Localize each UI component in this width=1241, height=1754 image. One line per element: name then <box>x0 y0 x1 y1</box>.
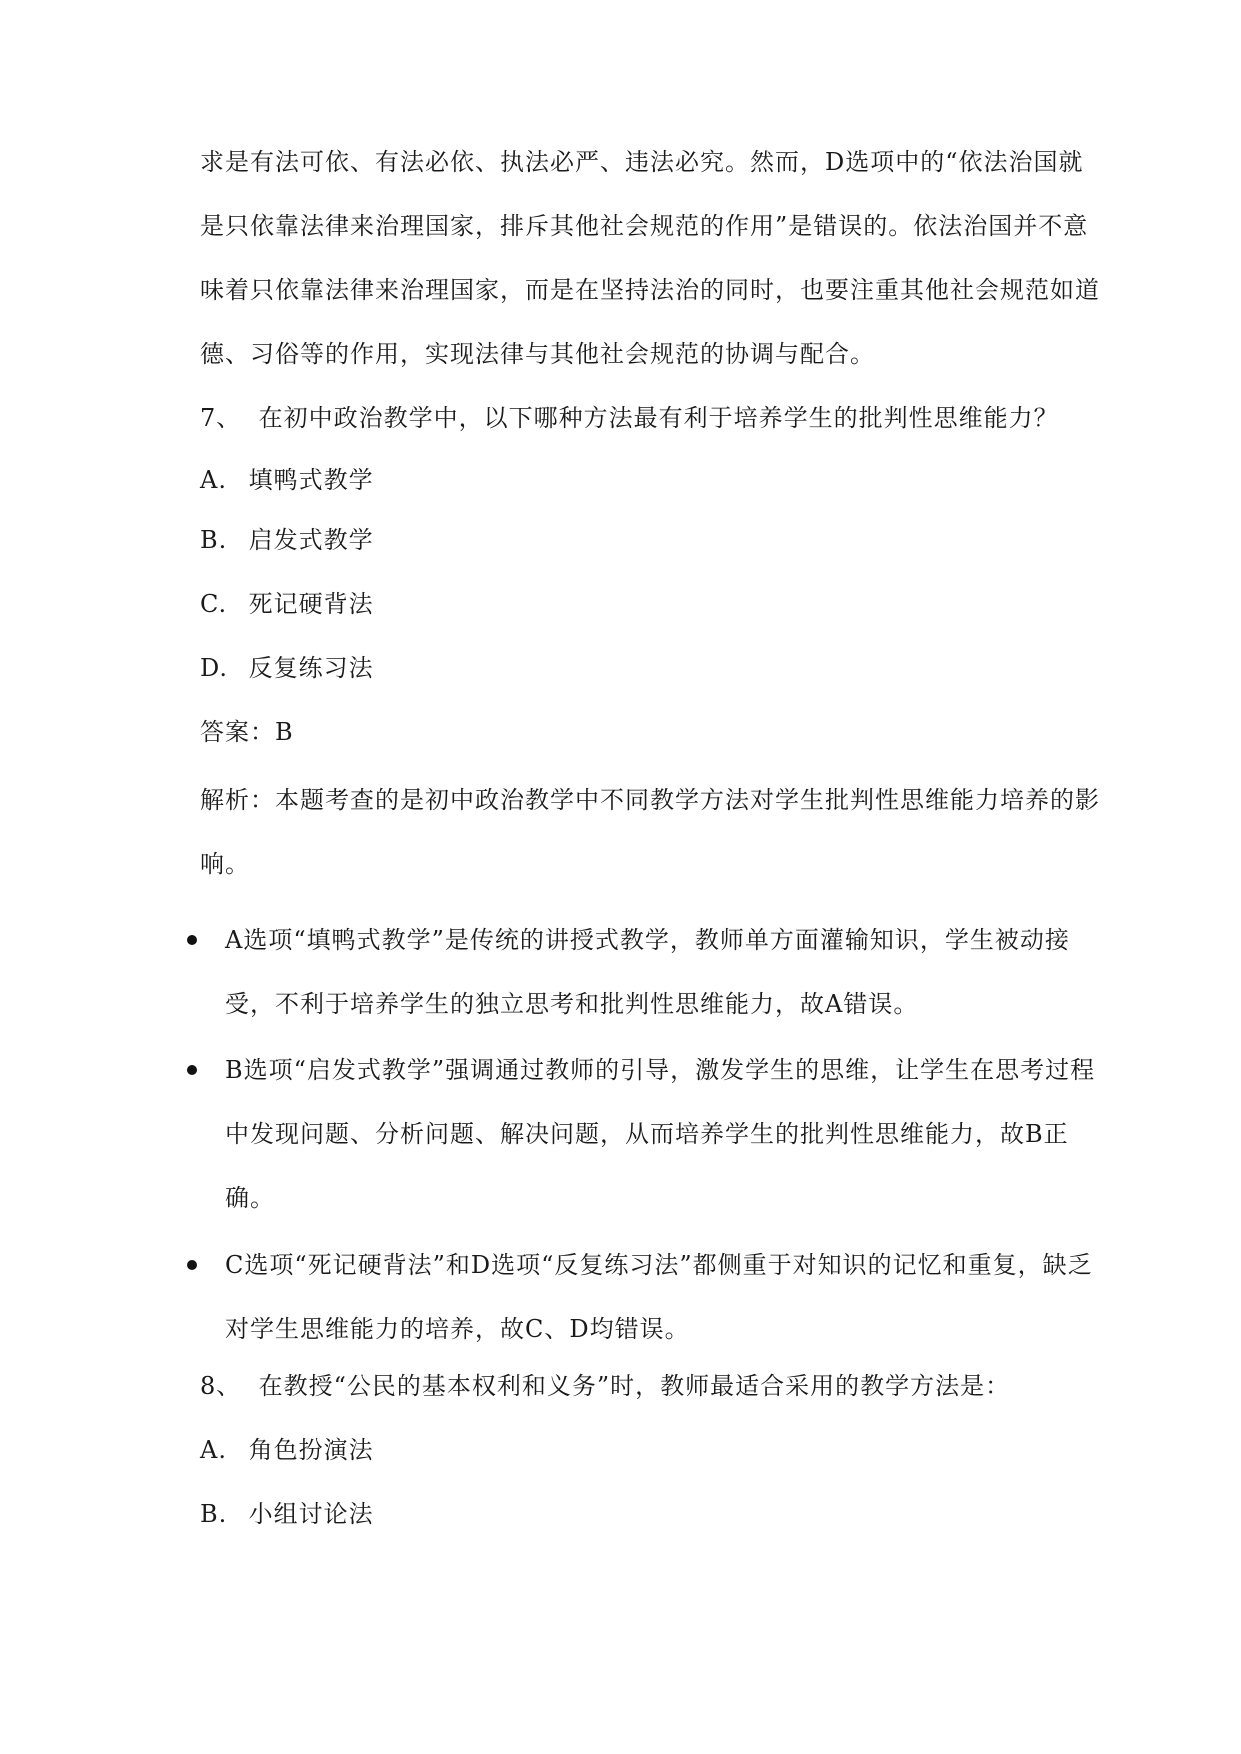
bullet-icon <box>187 1065 197 1075</box>
option-text: 填鸭式教学 <box>248 466 374 494</box>
analysis-bullet-cd: C选项“死记硬背法”和D选项“反复练习法”都侧重于对知识的记忆和重复，缺乏对学生思维能力的培养，故C、D均错误。 <box>225 1251 1093 1343</box>
analysis-text: 解析：本题考查的是初中政治教学中不同教学方法对学生批判性思维能力培养的影响。 <box>200 786 1100 878</box>
option-label: A. <box>200 466 227 494</box>
question-7-option-c <box>200 588 374 620</box>
question-7-analysis <box>200 768 1100 896</box>
intro-paragraph-text: 求是有法可依、有法必依、执法必严、违法必究。然而，D选项中的“依法治国就是只依靠法律来治理国家，排斥其他社会规范的作用”是错误的。依法治国并不意味着只依靠法律来治理国家，而是在坚持法治的同时，也要注重其他社会规范如道德、习俗等的作用，实现法律与其他社会规范的协调与配合。 <box>200 148 1100 368</box>
question-7-option-b <box>200 524 374 556</box>
question-7-text: 在初中政治教学中，以下哪种方法最有利于培养学生的批判性思维能力？ <box>258 404 1059 432</box>
analysis-bullet-a: A选项“填鸭式教学”是传统的讲授式教学，教师单方面灌输知识，学生被动接受，不利于培养学生的独立思考和批判性思维能力，故A错误。 <box>225 926 1070 1018</box>
question-8-option-a <box>200 1434 374 1466</box>
question-7-answer: 答案：B <box>200 718 294 746</box>
option-text: 反复练习法 <box>248 654 374 682</box>
option-text: 死记硬背法 <box>248 590 374 618</box>
question-7-stem <box>200 402 1059 434</box>
option-label: B. <box>200 1500 228 1528</box>
option-text: 角色扮演法 <box>248 1436 374 1464</box>
option-text: 启发式教学 <box>248 526 374 554</box>
bullet-icon <box>187 935 197 945</box>
option-text: 小组讨论法 <box>248 1500 374 1528</box>
question-7-option-a <box>200 464 374 496</box>
intro-paragraph <box>200 130 1100 386</box>
question-8-number: 8、 <box>200 1372 242 1400</box>
question-8-option-b <box>200 1498 374 1530</box>
bullet-icon <box>187 1260 197 1270</box>
option-label: D. <box>200 654 229 682</box>
option-label: B. <box>200 526 228 554</box>
question-7-option-d <box>200 652 374 684</box>
question-7-number: 7、 <box>200 404 242 432</box>
analysis-bullet-b: B选项“启发式教学”强调通过教师的引导，激发学生的思维，让学生在思考过程中发现问题、分析问题、解决问题，从而培养学生的批判性思维能力，故B正确。 <box>225 1056 1096 1212</box>
option-label: A. <box>200 1436 227 1464</box>
question-8-text: 在教授“公民的基本权利和义务”时，教师最适合采用的教学方法是： <box>258 1372 1011 1400</box>
question-8-stem <box>200 1370 1010 1402</box>
option-label: C. <box>200 590 228 618</box>
